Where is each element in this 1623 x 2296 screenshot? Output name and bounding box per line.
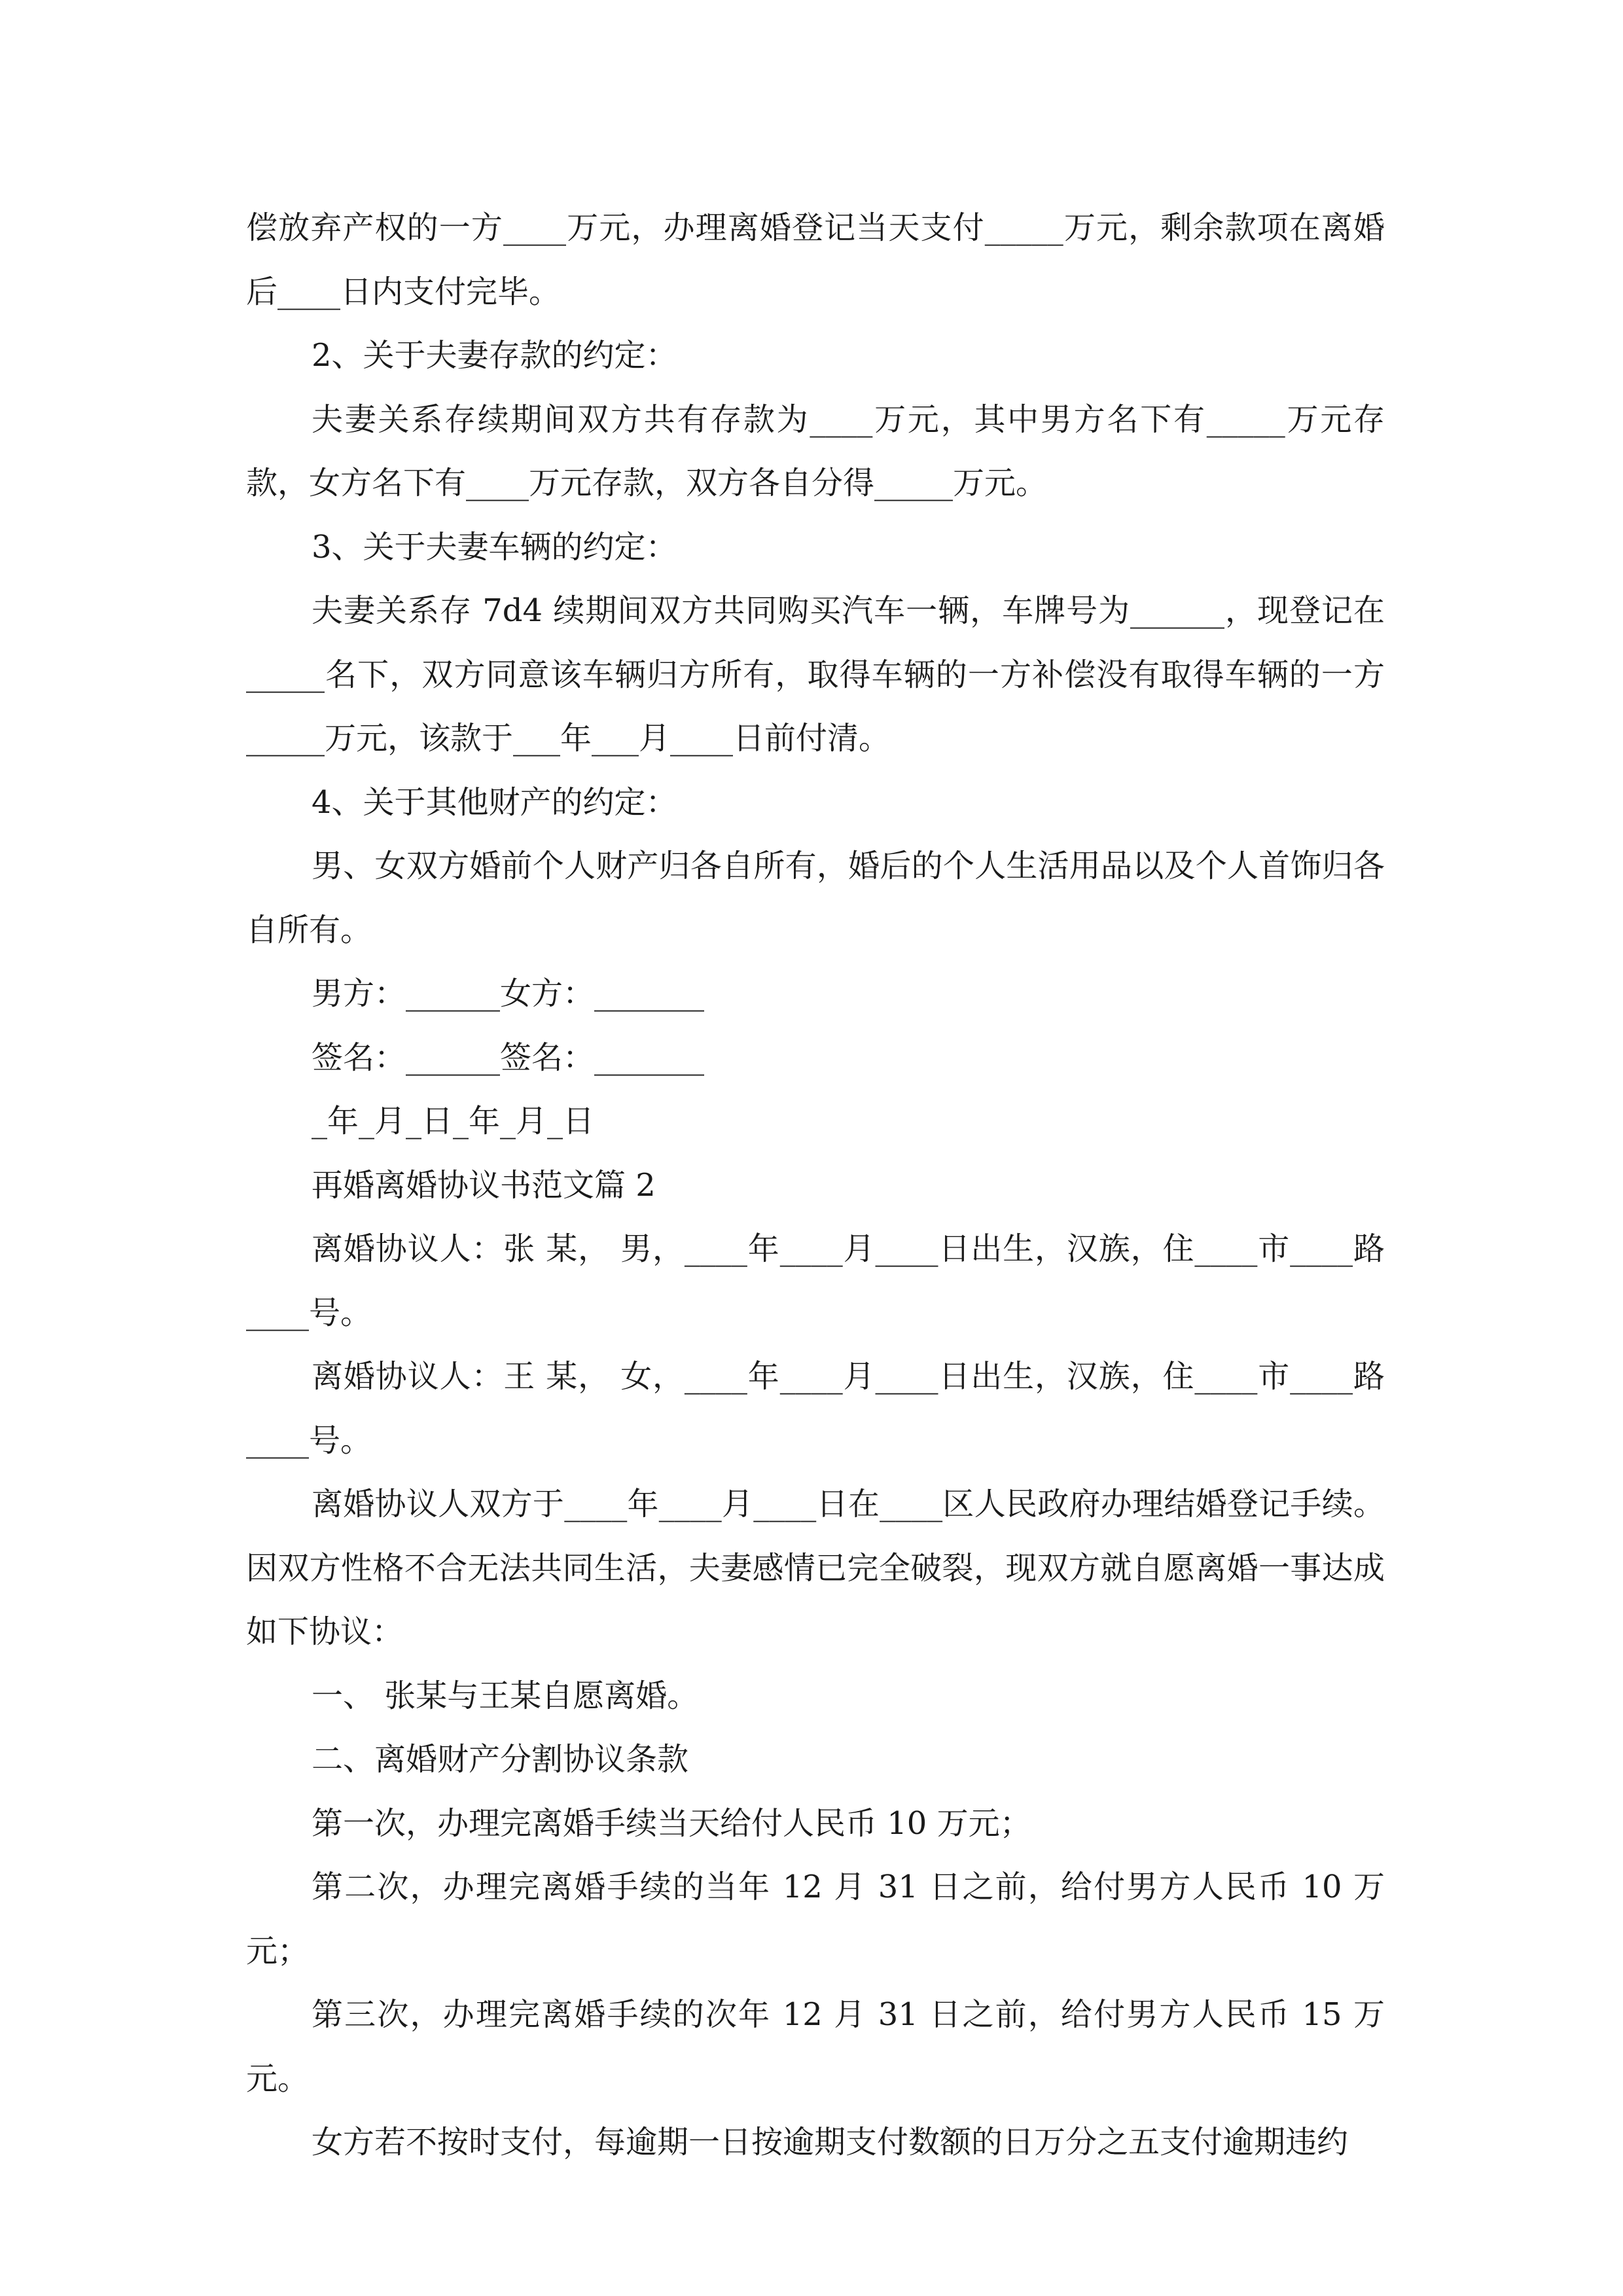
clause-one: 一、 张某与王某自愿离婚。 (312, 1677, 699, 1714)
paragraph-1: 偿放弃产权的一方____万元，办理离婚登记当天支付_____万元，剩余款项在离婚后____日内支付完毕。 (246, 209, 1385, 310)
article-title: 再婚离婚协议书范文篇 2 (312, 1166, 656, 1204)
paragraph-vehicle: 夫妻关系存 7d4 续期间双方共同购买汽车一辆，车牌号为______，现登记在_____名下，双方同意该车辆归方所有，取得车辆的一方补偿没有取得车辆的一方_____万元，该款于___年___月____日前付清。 (246, 592, 1385, 757)
paragraph-background: 离婚协议人双方于____年____月____日在____区人民政府办理结婚登记手续。因双方性格不合无法共同生活，夫妻感情已完全破裂，现双方就自愿离婚一事达成如下协议： (246, 1486, 1385, 1650)
section-heading-deposits: 2、关于夫妻存款的约定： (312, 337, 677, 374)
party-line: 男方：______女方：_______ (312, 975, 705, 1012)
paragraph-deposits: 夫妻关系存续期间双方共有存款为____万元，其中男方名下有_____万元存款，女方名下有____万元存款，双方各自分得_____万元。 (246, 401, 1385, 501)
party-zhang: 离婚协议人：张 某， 男，____年____月____日出生，汉族，住____市____路____号。 (246, 1230, 1385, 1331)
party-wang: 离婚协议人：王 某， 女，____年____月____日出生，汉族，住____市____路____号。 (246, 1358, 1385, 1459)
clause-two-heading: 二、离婚财产分割协议条款 (312, 1741, 689, 1778)
paragraph-penalty: 女方若不按时支付，每逾期一日按逾期支付数额的日万分之五支付逾期违约 (312, 2124, 1349, 2161)
paragraph-other-property: 男、女双方婚前个人财产归各自所有，婚后的个人生活用品以及个人首饰归各自所有。 (246, 848, 1385, 948)
payment-third: 第三次，办理完离婚手续的次年 12 月 31 日之前，给付男方人民币 15 万元。 (246, 1996, 1385, 2097)
payment-second: 第二次，办理完离婚手续的当年 12 月 31 日之前，给付男方人民币 10 万元； (246, 1869, 1385, 1969)
date-line: _年_月_日_年_月_日 (312, 1103, 595, 1139)
signature-line: 签名：______签名：_______ (312, 1039, 705, 1076)
document-body (246, 196, 1385, 2175)
section-heading-other-property: 4、关于其他财产的约定： (312, 783, 677, 821)
section-heading-vehicle: 3、关于夫妻车辆的约定： (312, 528, 677, 565)
payment-first: 第一次，办理完离婚手续当天给付人民币 10 万元； (312, 1804, 1031, 1842)
